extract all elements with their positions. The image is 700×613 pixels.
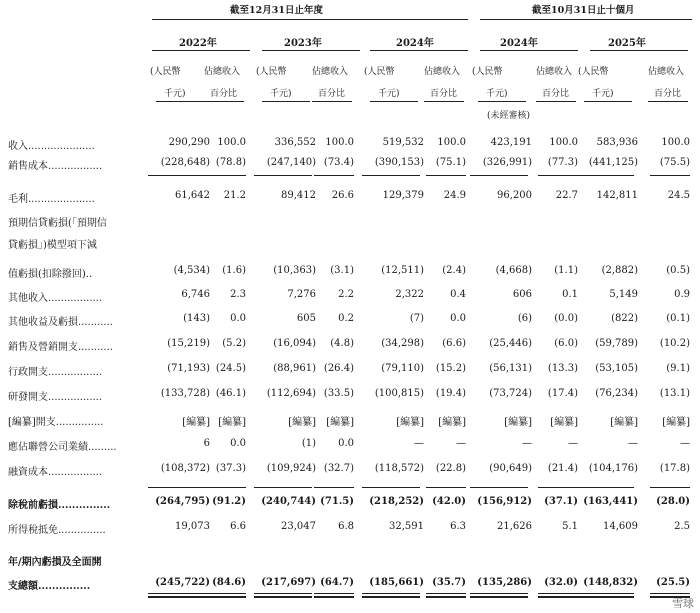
total-double-rule [254,596,312,598]
percent-cell: 0.1 [562,289,578,300]
row-label: 應佔聯營公司業績......... [8,442,117,453]
percent-cell: (2.4) [442,265,466,276]
percent-cell: (84.6) [212,577,246,588]
amount-cell: 6 [203,438,210,449]
unit-header-line1: (人民幣 [578,67,609,77]
row-label: 年/期內虧損及全面開 [8,557,102,568]
amount-cell: 290,290 [168,137,210,148]
percent-cell: 100.0 [325,137,354,148]
subtotal-rule [314,175,354,176]
total-double-rule [254,593,312,594]
amount-cell: (88,961) [273,363,316,374]
percent-cell: (91.2) [212,496,246,507]
percent-cell: (6.0) [554,338,578,349]
percent-cell: 22.7 [555,190,578,201]
total-double-rule [538,596,578,598]
pct-header-line1: 佔總收入 [424,67,461,77]
percent-cell: — [568,438,578,449]
col-header-underline [370,101,418,102]
percent-cell: (32.0) [544,577,578,588]
pct-header-line1: 佔總收入 [312,67,349,77]
pct-header-line2: 百分比 [542,89,570,99]
amount-cell: [編纂] [504,417,532,428]
row-label: 研發開支................. [8,392,103,403]
total-double-rule [426,593,466,594]
row-label: 銷售成本................. [8,161,103,172]
amount-cell: (133,728) [160,388,210,399]
amount-cell: (71,193) [167,363,210,374]
percent-cell: 0.2 [338,313,354,324]
subtotal-rule [206,175,246,176]
year-header: 2022年 [179,38,217,49]
row-label: 支總額............... [8,581,91,592]
amount-cell: 519,532 [382,137,424,148]
amount-cell: 5,149 [609,289,638,300]
col-header-underline [156,101,204,102]
amount-cell: (79,110) [381,363,424,374]
percent-cell: (33.5) [323,388,354,399]
subtotal-rule [148,175,206,176]
amount-cell: (34,298) [381,338,424,349]
percent-cell: (3.1) [330,265,354,276]
percent-cell: [編纂] [438,417,466,428]
percent-cell: (75.5) [659,157,690,168]
percent-cell: (0.0) [554,313,578,324]
percent-cell: 24.5 [667,190,690,201]
col-header-underline [204,101,244,102]
percent-cell: 100.0 [217,137,246,148]
percent-cell: (35.7) [432,577,466,588]
year-underline [262,50,360,51]
amount-cell: 129,379 [382,190,424,201]
amount-cell: (4,668) [495,265,532,276]
amount-cell: (76,234) [595,388,638,399]
row-label: [編纂]開支............... [8,417,104,428]
amount-cell: 6,746 [181,289,210,300]
pct-header-line2: 百分比 [654,89,682,99]
row-label: 行政開支................. [8,367,103,378]
amount-cell: 423,191 [490,137,532,148]
percent-cell: [編纂] [550,417,578,428]
amount-cell: 32,591 [389,521,424,532]
amount-cell: (163,441) [583,496,638,507]
amount-cell: (6) [517,313,532,324]
percent-cell: (75.1) [435,157,466,168]
subtotal-rule [470,175,528,176]
amount-cell: — [628,438,638,449]
row-label: 其他收入................. [8,293,103,304]
amount-cell: 23,047 [281,521,316,532]
pct-header-line1: 佔總收入 [204,67,241,77]
amount-cell: (4,534) [173,265,210,276]
year-underline [152,50,250,51]
subtotal-rule [362,487,420,488]
amount-cell: (822) [611,313,638,324]
total-double-rule [650,593,690,594]
amount-cell: (247,140) [266,157,316,168]
subtotal-rule [576,175,634,176]
amount-cell: 605 [296,313,316,324]
year-underline [590,50,688,51]
subtotal-rule [538,487,578,488]
amount-cell: 583,936 [596,137,638,148]
subtotal-rule [426,487,466,488]
row-label: 值虧損(扣除撥回).. [8,269,93,280]
percent-cell: (0.1) [666,313,690,324]
subtotal-rule [426,175,466,176]
unit-header-line2: 千元) [378,89,400,99]
subtotal-rule [254,487,312,488]
amount-cell: (56,131) [489,363,532,374]
percent-cell: 2.3 [230,289,246,300]
percent-cell: (24.5) [215,363,246,374]
amount-cell: (73,724) [489,388,532,399]
total-double-rule [314,593,354,594]
percent-cell: 0.0 [230,438,246,449]
percent-cell: 0.0 [450,313,466,324]
percent-cell: (17.4) [547,388,578,399]
amount-cell: — [522,438,532,449]
subtotal-rule [470,487,528,488]
header-rule-annual [152,19,468,20]
amount-cell: [編纂] [610,417,638,428]
row-label: 所得稅抵免............... [8,525,106,536]
percent-cell: (21.4) [547,463,578,474]
percent-cell: (26.4) [323,363,354,374]
percent-cell: (13.1) [659,388,690,399]
unit-header-line1: (人民幣 [364,67,395,77]
amount-cell: 96,200 [497,190,532,201]
amount-cell: (90,649) [489,463,532,474]
percent-cell: (5.2) [222,338,246,349]
pct-header-line1: 佔總收入 [648,67,685,77]
amount-cell: (59,789) [595,338,638,349]
pct-header-line2: 百分比 [210,89,238,99]
amount-cell: (245,722) [155,577,210,588]
amount-cell: 606 [512,289,532,300]
percent-cell: (71.5) [320,496,354,507]
amount-cell: 2,322 [395,289,424,300]
amount-cell: (264,795) [155,496,210,507]
percent-cell: (13.3) [547,363,578,374]
percent-cell: 0.4 [450,289,466,300]
total-double-rule [538,593,578,594]
amount-cell: 14,609 [603,521,638,532]
percent-cell: (22.8) [435,463,466,474]
total-double-rule [206,593,246,594]
total-double-rule [426,596,466,598]
year-header: 2024年 [500,38,538,49]
row-label: 貸虧損」)模型項下減 [8,240,97,251]
percent-cell: (4.8) [330,338,354,349]
percent-cell: 0.9 [674,289,690,300]
amount-cell: 89,412 [281,190,316,201]
amount-cell: (112,694) [266,388,316,399]
col-header-underline [424,101,464,102]
amount-cell: (156,912) [477,496,532,507]
percent-cell: 0.0 [338,438,354,449]
total-double-rule [362,596,420,598]
amount-cell: (441,125) [588,157,638,168]
year-underline [370,50,468,51]
total-double-rule [148,593,206,594]
subtotal-rule [206,487,246,488]
col-header-underline [648,101,688,102]
percent-cell: (32.7) [323,463,354,474]
subtotal-rule [538,175,578,176]
row-label: 預期信貸虧損(「預期信 [8,218,107,229]
total-double-rule [206,596,246,598]
col-header-underline [478,101,526,102]
percent-cell: 100.0 [661,137,690,148]
percent-cell: (37.3) [215,463,246,474]
percent-cell: 21.2 [223,190,246,201]
row-label: 收入..................... [8,141,95,152]
amount-cell: (12,511) [381,265,424,276]
unit-header-line2: 千元) [270,89,292,99]
subtotal-rule [254,175,312,176]
amount-cell: (53,105) [595,363,638,374]
percent-cell: 100.0 [549,137,578,148]
percent-cell: (73.4) [323,157,354,168]
header-group-annual: 截至12月31日止年度 [230,5,323,16]
unit-header-line2: 千元) [592,89,614,99]
percent-cell: [編纂] [662,417,690,428]
total-double-rule [576,596,634,598]
amount-cell: 336,552 [274,137,316,148]
amount-cell: [編纂] [396,417,424,428]
percent-cell: (15.2) [435,363,466,374]
amount-cell: (185,661) [369,577,424,588]
amount-cell: 19,073 [175,521,210,532]
percent-cell: 0.0 [230,313,246,324]
unit-header-line1: (人民幣 [150,67,181,77]
percent-cell: 100.0 [437,137,466,148]
percent-cell: 6.8 [338,521,354,532]
year-header: 2025年 [608,38,646,49]
amount-cell: (1) [301,438,316,449]
unit-header-line2: 千元) [486,89,508,99]
col-header-underline [312,101,352,102]
amount-cell: (217,697) [261,577,316,588]
pct-header-line2: 百分比 [318,89,346,99]
unit-header-line2: 千元) [164,89,186,99]
pct-header-line2: 百分比 [430,89,458,99]
percent-cell: (78.8) [215,157,246,168]
percent-cell: 2.5 [674,521,690,532]
total-double-rule [362,593,420,594]
amount-cell: (228,648) [160,157,210,168]
percent-cell: 5.1 [562,521,578,532]
percent-cell: (9.1) [666,363,690,374]
amount-cell: (109,924) [266,463,316,474]
header-group-ten-months: 截至10月31日止十個月 [532,5,635,16]
amount-cell: 61,642 [175,190,210,201]
amount-cell: (390,153) [374,157,424,168]
year-header: 2023年 [284,38,322,49]
year-header: 2024年 [396,38,434,49]
percent-cell: (28.0) [656,496,690,507]
row-label: 毛利..................... [8,194,95,205]
total-double-rule [148,596,206,598]
amount-cell: (118,572) [374,463,424,474]
percent-cell: (10.2) [659,338,690,349]
row-label: 除稅前虧損............... [8,500,111,511]
amount-cell: 21,626 [497,521,532,532]
percent-cell: (19.4) [435,388,466,399]
unit-header-line1: (人民幣 [256,67,287,77]
subtotal-rule [362,175,420,176]
amount-cell: — [414,438,424,449]
percent-cell: 2.2 [338,289,354,300]
percent-cell: 24.9 [443,190,466,201]
percent-cell: — [680,438,690,449]
watermark: 雪球 [672,597,694,610]
percent-cell: 6.3 [450,521,466,532]
col-header-underline [536,101,576,102]
amount-cell: [編纂] [182,417,210,428]
amount-cell: 7,276 [287,289,316,300]
subtotal-rule [650,175,690,176]
percent-cell: (1.6) [222,265,246,276]
percent-cell: 6.6 [230,521,246,532]
amount-cell: (7) [409,313,424,324]
row-label: 其他收益及虧損........... [8,317,113,328]
amount-cell: (104,176) [588,463,638,474]
percent-cell: [編纂] [326,417,354,428]
subtotal-rule [576,487,634,488]
percent-cell: 26.6 [331,190,354,201]
percent-cell: (1.1) [554,265,578,276]
percent-cell: (17.8) [659,463,690,474]
amount-cell: (135,286) [477,577,532,588]
total-double-rule [314,596,354,598]
percent-cell: (25.5) [656,577,690,588]
col-header-underline [584,101,632,102]
amount-cell: (16,094) [273,338,316,349]
amount-cell: (326,991) [482,157,532,168]
amount-cell: [編纂] [288,417,316,428]
amount-cell: (2,882) [601,265,638,276]
header-rule-ten-months [480,19,692,20]
amount-cell: (218,252) [369,496,424,507]
subtotal-rule [148,487,206,488]
amount-cell: (148,832) [583,577,638,588]
amount-cell: (25,446) [489,338,532,349]
pct-header-line1: 佔總收入 [536,67,573,77]
amount-cell: (100,815) [374,388,424,399]
col-header-underline [262,101,310,102]
subtotal-rule [314,487,354,488]
percent-cell: (0.5) [666,265,690,276]
percent-cell: (46.1) [215,388,246,399]
unaudited-note: (未經審核) [487,111,531,121]
total-double-rule [470,593,528,594]
amount-cell: (108,372) [160,463,210,474]
amount-cell: 142,811 [596,190,638,201]
total-double-rule [470,596,528,598]
percent-cell: — [456,438,466,449]
amount-cell: (240,744) [261,496,316,507]
year-underline [480,50,578,51]
row-label: 融資成本................. [8,467,103,478]
unit-header-line1: (人民幣 [472,67,503,77]
percent-cell: (77.3) [547,157,578,168]
subtotal-rule [650,487,690,488]
row-label: 銷售及營銷開支........... [8,342,113,353]
percent-cell: (64.7) [320,577,354,588]
percent-cell: [編纂] [218,417,246,428]
total-double-rule [576,593,634,594]
amount-cell: (143) [183,313,210,324]
percent-cell: (6.6) [442,338,466,349]
percent-cell: (42.0) [432,496,466,507]
amount-cell: (15,219) [167,338,210,349]
percent-cell: (37.1) [544,496,578,507]
amount-cell: (10,363) [273,265,316,276]
